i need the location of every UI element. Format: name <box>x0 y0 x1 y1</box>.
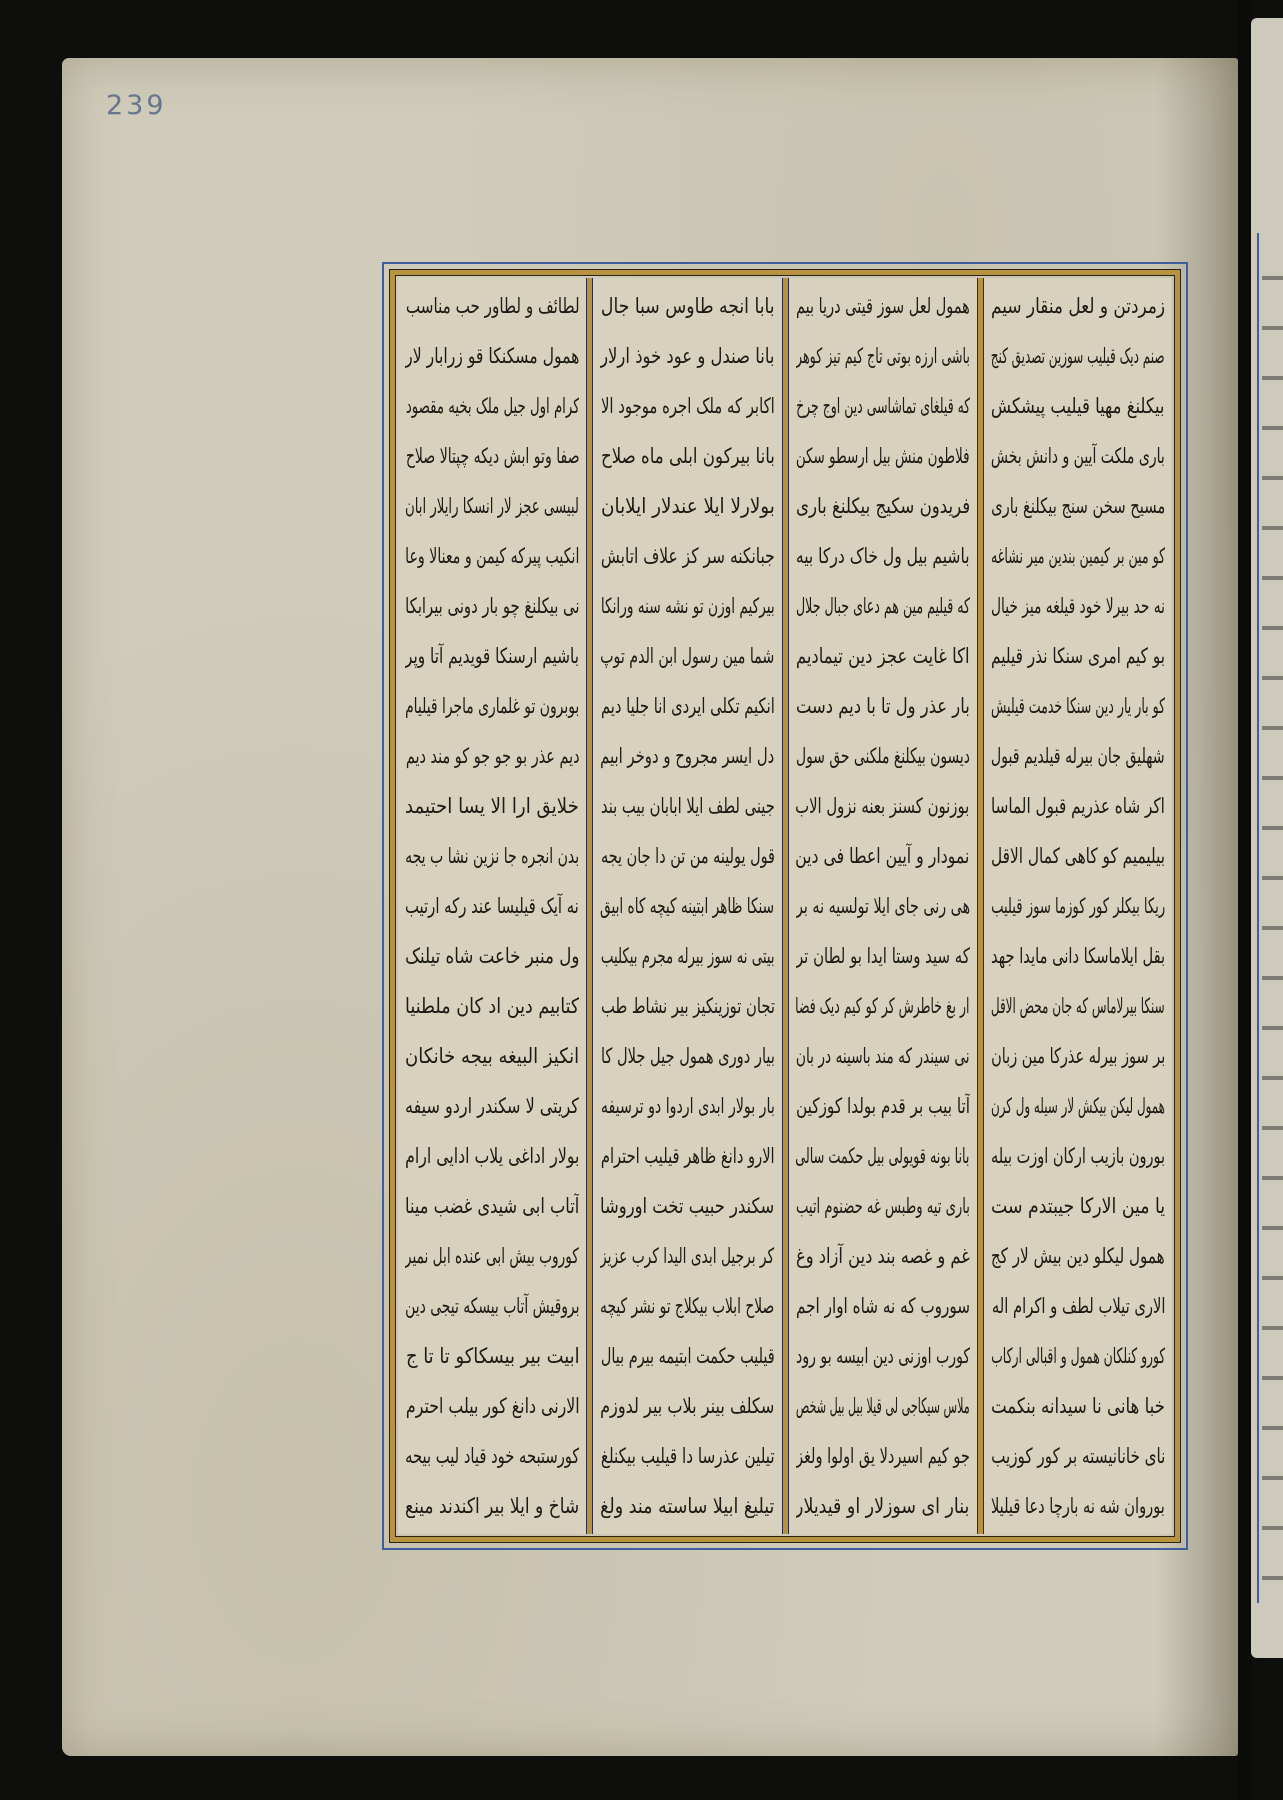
line-text: غم و غصه بند دین آزاد وغ <box>795 1244 970 1268</box>
line-text: انکیز البیغه بیجه خانکان <box>405 1044 580 1068</box>
line-text: جو کیم اسیردلا یق اولوا ولغز <box>795 1444 970 1468</box>
line-text: بوروان شه نه بارچا دعا قیلیلا <box>991 1494 1165 1518</box>
text-line <box>405 1381 579 1431</box>
text-line <box>796 731 970 781</box>
binding-gutter <box>1238 0 1252 1800</box>
text-line <box>991 781 1165 831</box>
text-line <box>600 281 774 331</box>
line-text: تجان توزینکیز بیر نشاط طب <box>600 994 775 1018</box>
line-text: همول لیکلو دین بیش لار کج <box>991 1244 1165 1268</box>
text-line <box>405 331 579 381</box>
line-text: لبیسی عجز لار انسکا رایلار ابان <box>405 494 580 518</box>
line-text: ول منبر خاعت شاه تیلنک <box>405 944 580 968</box>
line-text: کورستبحه خود قیاد لیب بیحه <box>405 1444 580 1468</box>
facing-page-edge <box>1251 18 1283 1658</box>
line-text: اکا غایت عجز دین تیمادیم <box>796 644 970 668</box>
text-line <box>796 1381 970 1431</box>
text-line <box>796 1131 970 1181</box>
line-text: کو مین بر کیمین بندین میر نشاغه <box>990 544 1165 568</box>
text-line <box>600 1431 774 1481</box>
text-line <box>991 1381 1165 1431</box>
line-text: کورو کنلکان همول و اقبالی ارکاب <box>990 1344 1165 1368</box>
text-line <box>600 1381 774 1431</box>
text-line <box>991 1031 1165 1081</box>
text-line <box>600 1031 774 1081</box>
text-line <box>405 981 579 1031</box>
line-text: دل ایسر مجروح و دوخر ابیم <box>600 744 775 768</box>
text-column-2 <box>789 278 977 1534</box>
line-text: باشیم بیل ول خاک درکا بیه <box>796 544 970 568</box>
line-text: بر سوز بیرله عذرکا مین زبان <box>990 1044 1165 1068</box>
gold-ruling <box>390 270 1180 1542</box>
line-text: ابیت بیر بیسکاکو تا تا ج <box>405 1344 580 1368</box>
text-line <box>600 1481 774 1531</box>
line-text: زمردتن و لعل منقار سیم <box>990 294 1165 318</box>
column-rule <box>782 278 789 1534</box>
text-line <box>796 1331 970 1381</box>
line-text: صنم دیک قیلیب سوزین تصدیق کنج <box>991 344 1165 368</box>
text-line <box>600 481 774 531</box>
text-line <box>991 1181 1165 1231</box>
line-text: سنکا بیرلاماس که جان محض الاقل <box>991 994 1165 1018</box>
text-line <box>405 831 579 881</box>
line-text: بیرکیم اوزن تو نشه سنه ورانکا <box>600 594 775 618</box>
manuscript-folio <box>62 58 1238 1756</box>
line-text: نه حد بیرلا خود قیلغه میز خیال <box>991 594 1165 618</box>
text-line <box>405 1231 579 1281</box>
line-text: دیم عذر بو جو جو کو مند دیم <box>405 744 580 768</box>
line-text: همول مسکنکا قو زرابار لار <box>405 344 580 368</box>
line-text: قول یولینه من تن دا جان یجه <box>600 844 775 868</box>
line-text: تیلین عذرسا دا قیلیب بیکنلغ <box>600 1444 775 1468</box>
line-text: تیلیغ ابیلا ساسته مند ولغ <box>600 1494 775 1518</box>
text-line <box>991 1081 1165 1131</box>
line-text: نه آیک قیلیسا عند رکه ارتیب <box>405 894 580 918</box>
text-line <box>991 881 1165 931</box>
text-line <box>796 831 970 881</box>
text-line <box>600 981 774 1031</box>
text-line <box>991 681 1165 731</box>
line-text: هی رنی جای ایلا تولسیه نه بر <box>795 894 970 918</box>
line-text: خلایق ارا الا یسا احتیمد <box>405 794 580 818</box>
line-text: فریدون سکیج بیکلنغ باری <box>795 494 970 518</box>
text-line <box>600 731 774 781</box>
line-text: بیار دوری همول جیل جلال کا <box>600 1044 775 1068</box>
text-line <box>600 831 774 881</box>
line-text: همول لیکن بیکش لار سیله ول کرن <box>991 1094 1165 1118</box>
line-text: کریتی لا سکندر اردو سیفه <box>405 1094 580 1118</box>
line-text: الاری تیلاب لطف و اکرام اله <box>991 1294 1165 1318</box>
line-text: بدن انجره جا نزین نشا ب یجه <box>405 844 580 868</box>
line-text: بابا انجه طاوس سبا جال <box>600 294 775 318</box>
text-line <box>796 1081 970 1131</box>
text-line <box>991 531 1165 581</box>
text-line <box>405 531 579 581</box>
column-rule <box>977 278 984 1534</box>
text-line <box>796 1281 970 1331</box>
text-line <box>796 581 970 631</box>
line-text: خبا هانی نا سیدانه بنکمت <box>991 1394 1165 1418</box>
line-text: بنار ای سوزلار او قیدیلار <box>795 1494 970 1518</box>
text-line <box>991 1431 1165 1481</box>
text-line <box>405 681 579 731</box>
line-text: صفا وتو ابش دیکه چپتالا صلاح <box>405 444 580 468</box>
text-line <box>991 981 1165 1031</box>
text-line <box>796 781 970 831</box>
line-text: نمودار و آیین اعطا فی دین <box>795 844 970 868</box>
line-text: باری ملکت آیین و دانش بخش <box>991 444 1165 468</box>
column-rule <box>586 278 593 1534</box>
text-line <box>600 1131 774 1181</box>
line-text: بولارلا ایلا عندلار ایلابان <box>600 494 775 518</box>
text-line <box>405 1481 579 1531</box>
text-line <box>991 631 1165 681</box>
line-text: بیلیمیم کو کاهی کمال الاقل <box>991 844 1165 868</box>
text-line <box>991 381 1165 431</box>
line-text: اکر شاه عذریم قبول الماسا <box>991 794 1165 818</box>
text-line <box>405 281 579 331</box>
text-line <box>405 431 579 481</box>
line-text: سکندر حبیب تخت اوروشا <box>600 1194 775 1218</box>
line-text: بوبرون تو غلماری ماجرا قیلیام <box>405 694 580 718</box>
facing-page-rule <box>1257 233 1259 1603</box>
text-line <box>796 1031 970 1081</box>
line-text: مسیح سخن سنج بیکلنغ باری <box>990 494 1165 518</box>
text-line <box>991 431 1165 481</box>
text-line <box>796 481 970 531</box>
page-number: 239 <box>106 90 167 121</box>
line-text: نی سیندر که مند باسینه در بان <box>795 1044 970 1068</box>
line-text: ملاس سیکاجی لی قیلا بیل بیل شخص <box>795 1394 970 1418</box>
line-text: بانا بیرکون ابلی ماه صلاح <box>600 444 775 468</box>
text-line <box>600 781 774 831</box>
line-text: که قیلیم مین هم دعای جبال جلال <box>795 594 970 618</box>
text-line <box>600 531 774 581</box>
text-line <box>991 1481 1165 1531</box>
line-text: شما مین رسول ابن الدم توپ <box>600 644 775 668</box>
line-text: بقل ایلاماسکا دانی مایدا جهد <box>990 944 1165 968</box>
line-text: که سید وستا ایدا بو لطان تر <box>795 944 970 968</box>
line-text: آتا بیب بر قدم بولدا کوزکین <box>795 1094 970 1118</box>
line-text: صلاح ابلاب بیکلاج تو نشر کیچه <box>600 1294 775 1318</box>
line-text: انکیم تکلی ایردی انا جلیا دیم <box>600 694 775 718</box>
text-line <box>796 281 970 331</box>
line-text: باشیم ارسنکا قویدیم آتا وپر <box>405 644 580 668</box>
text-line <box>405 1081 579 1131</box>
line-text: الارنی دانغ کور بیلب احترم <box>405 1394 580 1418</box>
text-line <box>405 1181 579 1231</box>
text-line <box>405 381 579 431</box>
line-text: یا مین الارکا جیبتدم ست <box>990 1194 1165 1218</box>
text-line <box>600 631 774 681</box>
text-line <box>405 631 579 681</box>
text-line <box>991 481 1165 531</box>
line-text: بروقیش آتاب بیسکه تیجی دین <box>405 1294 580 1318</box>
line-text: کرام اول جیل ملک بخیه مقصود <box>405 394 580 418</box>
text-column-4 <box>398 278 586 1534</box>
line-text: که قیلغای تماشاسی دین اوج چرخ <box>795 394 970 418</box>
text-line <box>796 431 970 481</box>
line-text: نای خانانیسته بر کور کوزیب <box>990 1444 1165 1468</box>
line-text: بانا بونه قویولی بیل حکمت سالی <box>795 1144 970 1168</box>
line-text: ریکا بیکلر کور کوزما سوز قیلیب <box>990 894 1165 918</box>
text-line <box>796 1431 970 1481</box>
line-text: انکیب پیرکه کیمن و معنالا وعا <box>405 544 580 568</box>
line-text: لطائف و لطاور حب مناسب <box>405 294 580 318</box>
text-line <box>796 531 970 581</box>
line-text: فلاطون منش بیل ارسطو سکن <box>796 444 970 468</box>
line-text: کر برجیل ابدی الیدا کرب عزیز <box>600 1244 775 1268</box>
text-line <box>796 981 970 1031</box>
line-text: همول لعل سوز قیتی دریا بیم <box>795 294 970 318</box>
line-text: کو بار یار دین سنکا خدمت قیلیش <box>990 694 1165 718</box>
text-line <box>405 1431 579 1481</box>
text-line <box>600 431 774 481</box>
text-line <box>405 1131 579 1181</box>
text-line <box>796 1481 970 1531</box>
text-line <box>600 381 774 431</box>
text-line <box>600 331 774 381</box>
text-line <box>796 931 970 981</box>
line-text: کتابیم دین اد کان ملطنیا <box>405 994 580 1018</box>
text-line <box>991 581 1165 631</box>
line-text: نی بیکلنغ چو بار دونی بیرابکا <box>405 594 580 618</box>
text-line <box>405 1281 579 1331</box>
text-line <box>991 1331 1165 1381</box>
line-text: آتاب ابی شیدی غضب مینا <box>405 1194 580 1218</box>
text-line <box>600 881 774 931</box>
text-line <box>600 1231 774 1281</box>
text-line <box>796 381 970 431</box>
line-text: بانا صندل و عود خوذ ارلار <box>600 344 775 368</box>
text-block-frame <box>382 262 1188 1550</box>
line-text: باری تیه وطبس غه حضنوم اتیب <box>795 1194 970 1218</box>
line-text: سنکا ظاهر ابتینه کیچه کاه ابیق <box>600 894 775 918</box>
line-text: اکابر که ملک اجره موجود الا <box>600 394 775 418</box>
text-line <box>796 1181 970 1231</box>
text-line <box>405 481 579 531</box>
text-line <box>405 931 579 981</box>
text-line <box>991 931 1165 981</box>
line-text: بو کیم امری سنکا نذر قیلیم <box>990 644 1165 668</box>
text-line <box>991 731 1165 781</box>
line-text: بار عذر ول تا با دیم دست <box>795 694 970 718</box>
text-line <box>600 681 774 731</box>
line-text: ار بغ خاطرش کر کو کیم دیک فضا <box>795 994 970 1018</box>
line-text: قیلیب حکمت ابتیمه بیرم بیال <box>600 1344 775 1368</box>
text-column-1 <box>984 278 1172 1534</box>
line-text: باشی ارزه بوتی تاج کیم تیز کوهر <box>795 344 970 368</box>
text-line <box>796 681 970 731</box>
text-line <box>991 1231 1165 1281</box>
line-text: بیکلنغ مهیا قیلیب پیشکش <box>991 394 1165 418</box>
line-text: بار بولار ابدی اردوا دو ترسیفه <box>600 1094 775 1118</box>
text-line <box>796 331 970 381</box>
text-line <box>600 1281 774 1331</box>
text-line <box>796 631 970 681</box>
line-text: سوروب که نه شاه اوار اجم <box>795 1294 970 1318</box>
text-line <box>991 1281 1165 1331</box>
text-line <box>991 831 1165 881</box>
facing-page-text-fragments <box>1262 248 1283 1588</box>
text-line <box>405 1331 579 1381</box>
text-line <box>991 331 1165 381</box>
text-line <box>600 1081 774 1131</box>
text-column-3 <box>593 278 781 1534</box>
line-text: بولار اداغی یلاب ادایی ارام <box>405 1144 580 1168</box>
line-text: دیسون بیکلنغ ملکنی حق سول <box>795 744 970 768</box>
text-line <box>405 881 579 931</box>
line-text: سکلف بینر بلاب بیر لدوزم <box>600 1394 775 1418</box>
text-line <box>600 581 774 631</box>
text-line <box>991 1131 1165 1181</box>
text-line <box>405 581 579 631</box>
line-text: شاخ و ایلا بیر اکندند مینع <box>405 1494 580 1518</box>
line-text: شهلیق جان بیرله قیلدیم قبول <box>991 744 1165 768</box>
line-text: جینی لطف ایلا ابابان بیب بند <box>600 794 775 818</box>
text-columns <box>398 278 1172 1534</box>
line-text: جبانکنه سر کز علاف اتابش <box>600 544 775 568</box>
text-line <box>600 1181 774 1231</box>
line-text: الارو دانغ ظاهر قیلیب احترام <box>600 1144 775 1168</box>
text-line <box>600 1331 774 1381</box>
line-text: کوروب بیش ابی عنده ابل نمیر <box>405 1244 580 1268</box>
text-line <box>405 781 579 831</box>
text-line <box>796 881 970 931</box>
text-line <box>796 1231 970 1281</box>
line-text: کورب اوزنی دین ابیسه بو رود <box>795 1344 970 1368</box>
line-text: بیتی نه سوز بیرله مجرم بیکلیب <box>600 944 775 968</box>
text-line <box>405 731 579 781</box>
text-line <box>405 1031 579 1081</box>
line-text: بوزنون کسنز بعنه نزول الاب <box>795 794 970 818</box>
text-line <box>600 931 774 981</box>
text-line <box>991 281 1165 331</box>
line-text: بورون بازیب ارکان اوزت بیله <box>990 1144 1165 1168</box>
